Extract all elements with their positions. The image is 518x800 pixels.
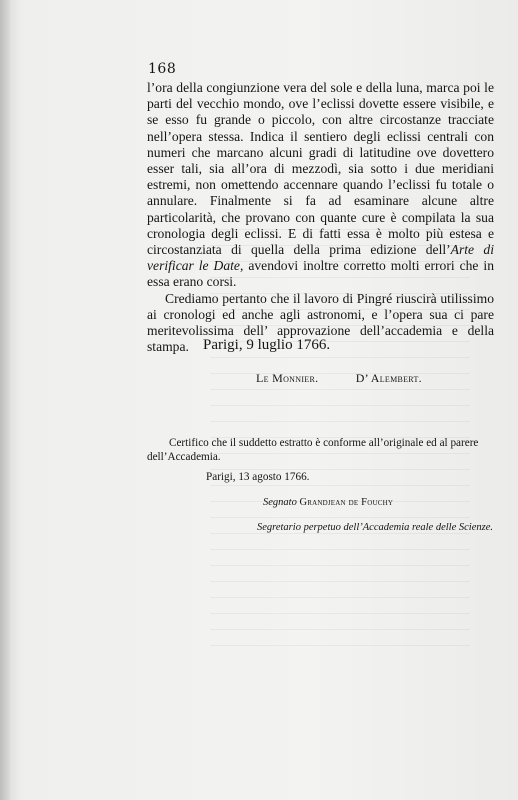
page-gutter-shadow xyxy=(0,0,10,800)
book-title-italic: Arte di verificar le Date xyxy=(147,242,494,274)
date-line: Parigi, 9 luglio 1766. xyxy=(203,337,331,353)
signed-name: Grandjean de Fouchy xyxy=(299,497,394,508)
certification-date: Parigi, 13 agosto 1766. xyxy=(206,471,310,483)
signature-d-alembert: D’ Alembert. xyxy=(355,371,422,385)
main-text xyxy=(147,80,494,355)
signature-le-monnier: Le Monnier. xyxy=(256,371,319,385)
paragraph-1-text: l’ora della congiunzione vera del sole e della luna, marca poi le parti del vecchio mondo, ove l’eclissi dovette essere visibile, e se esso fu grande o piccolo, con altre circostanze tracciate nell’opera stessa. Indica il sentiero degli eclissi centrali con numeri che marcano alcuni gradi di latitudine ove dovettero esser tali, sia all’ora di mezzodì, sia sotto i due meridiani estremi, non omettendo accennare quando l’eclissi fu totale o annulare. Finalmente si fa ad esaminare alcune altre particolarità, che provano con quante cure è compilata la sua cronologia degli eclissi. E di fatti essa è molto più estesa e circostanziata di quella della prima edizione dell’ xyxy=(147,80,494,258)
signed-prefix: Segnato xyxy=(263,497,297,508)
signed-line xyxy=(263,497,393,508)
secretary-title: Segretario perpetuo dell’Accademia reale delle Scienze. xyxy=(257,522,493,533)
page-number: 168 xyxy=(148,61,177,77)
paragraph-1-end: , avendovi inoltre corretto molti errori che in essa erano corsi. xyxy=(147,258,494,290)
paragraph-1 xyxy=(147,80,494,291)
paragraph-2: Crediamo pertanto che il lavoro di Pingré riuscirà utilissimo ai cronologi ed anche agli astronomi, e l’opera sua ci pare meritevolissima dell’ approvazione dell’accademia e della stampa. xyxy=(147,290,494,355)
certification-text: Certifico che il suddetto estratto è conforme all’originale ed al parere dell’Accademia. xyxy=(147,437,479,463)
signatures xyxy=(256,371,422,386)
